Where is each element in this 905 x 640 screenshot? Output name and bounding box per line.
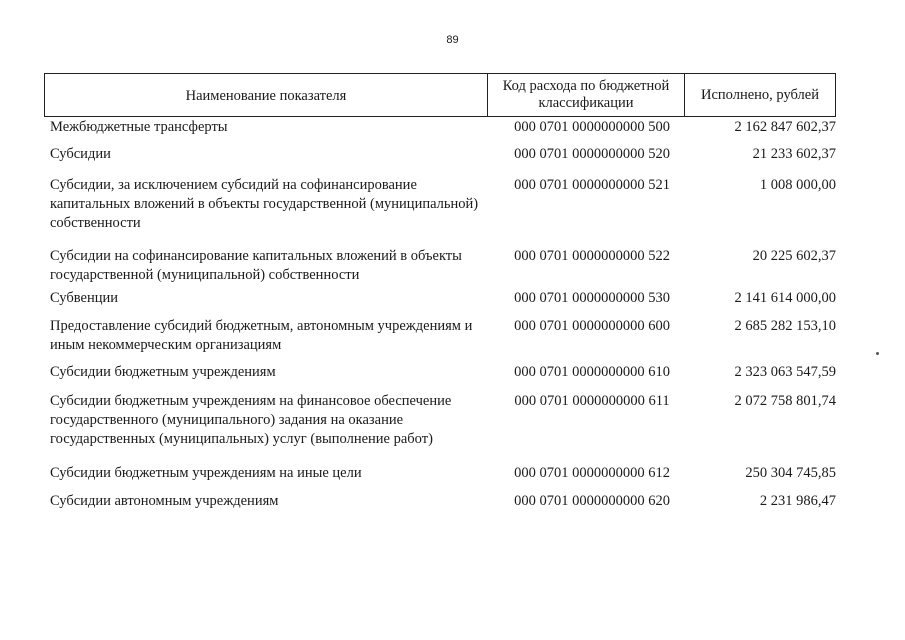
row-code: 000 0701 0000000000 521 <box>514 177 670 193</box>
row-name: Субсидии бюджетным учреждениям <box>50 364 276 380</box>
row-amount: 2 685 282 153,10 <box>734 318 836 334</box>
row-name: Субсидии <box>50 146 111 162</box>
row-code: 000 0701 0000000000 611 <box>514 393 670 409</box>
row-code: 000 0701 0000000000 530 <box>514 290 670 306</box>
row-name: Межбюджетные трансферты <box>50 119 228 135</box>
row-code: 000 0701 0000000000 612 <box>514 465 670 481</box>
row-code: 000 0701 0000000000 522 <box>514 248 670 264</box>
row-amount: 2 162 847 602,37 <box>734 119 836 135</box>
page-number: 89 <box>446 34 459 46</box>
header-name: Наименование показателя <box>44 74 488 116</box>
row-name: Субсидии автономным учреждениям <box>50 493 279 509</box>
row-name: Субсидии бюджетным учреждениям на иные цели <box>50 465 362 481</box>
row-amount: 2 231 986,47 <box>759 493 836 509</box>
row-code: 000 0701 0000000000 500 <box>514 119 670 135</box>
row-amount: 2 141 614 000,00 <box>734 290 836 306</box>
row-name: Субвенции <box>50 290 118 306</box>
header-code: Код расхода по бюджетной классификации <box>488 74 685 116</box>
row-amount: 2 323 063 547,59 <box>734 364 836 380</box>
row-amount: 250 304 745,85 <box>745 465 836 481</box>
row-amount: 20 225 602,37 <box>752 248 836 264</box>
row-amount: 2 072 758 801,74 <box>734 393 836 409</box>
row-name: Субсидии бюджетным учреждениям на финансовое обеспечение государственного (муниципального) задания на оказание государственных (муниципальных) услуг (выполнение работ) <box>50 393 452 447</box>
header-amount: Исполнено, рублей <box>685 74 836 116</box>
row-code: 000 0701 0000000000 610 <box>514 364 670 380</box>
row-code: 000 0701 0000000000 620 <box>514 493 670 509</box>
row-code: 000 0701 0000000000 600 <box>514 318 670 334</box>
table-header <box>44 73 836 117</box>
row-name: Субсидии, за исключением субсидий на софинансирование капитальных вложений в объекты государственной (муниципальной) собственности <box>50 177 479 231</box>
row-amount: 1 008 000,00 <box>759 177 836 193</box>
row-code: 000 0701 0000000000 520 <box>514 146 670 162</box>
row-name: Предоставление субсидий бюджетным, автономным учреждениям и иным некоммерческим организациям <box>50 318 473 353</box>
scan-speck <box>876 352 879 355</box>
row-name: Субсидии на софинансирование капитальных вложений в объекты государственной (муниципальной) собственности <box>50 248 462 283</box>
row-amount: 21 233 602,37 <box>752 146 836 162</box>
